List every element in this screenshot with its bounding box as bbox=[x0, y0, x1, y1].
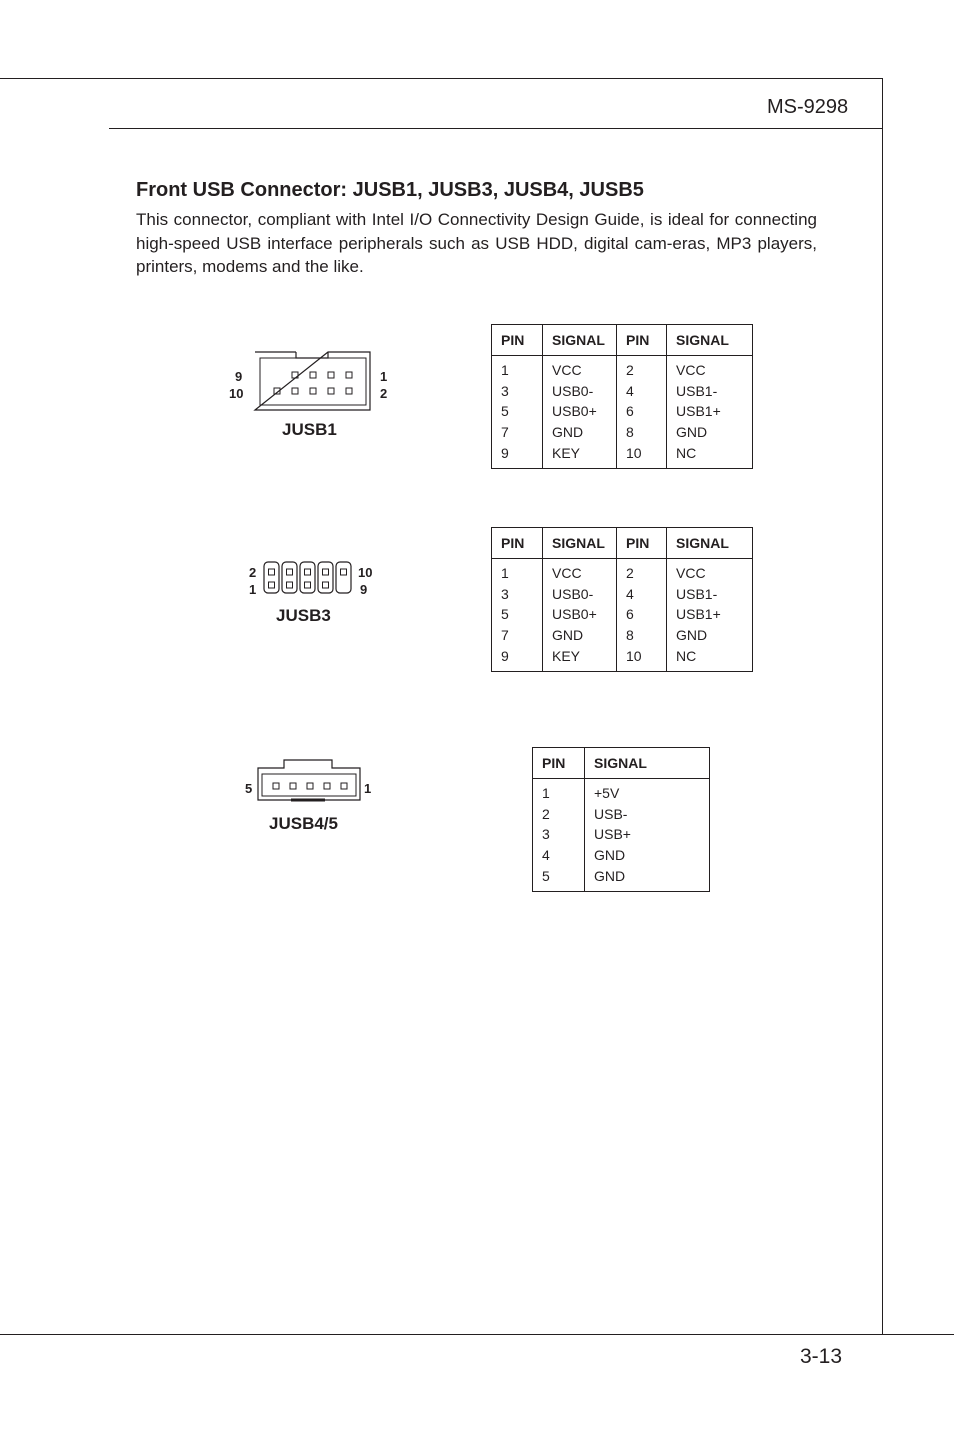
cell: 1 bbox=[501, 362, 509, 378]
cell: 3 bbox=[542, 826, 550, 843]
cell: 2 bbox=[626, 565, 634, 581]
pin-column bbox=[492, 356, 543, 469]
jusb3-pin-label-9: 9 bbox=[360, 582, 368, 597]
section-title: Front USB Connector: JUSB1, JUSB3, JUSB4, JUSB5 bbox=[136, 179, 644, 201]
cell: KEY bbox=[552, 647, 581, 664]
cell: 7 bbox=[501, 627, 509, 644]
cell: +5V bbox=[594, 785, 620, 801]
cell: 5 bbox=[501, 606, 509, 623]
signal-column bbox=[543, 559, 617, 672]
table-row bbox=[492, 559, 753, 672]
model-number: MS-9298 bbox=[767, 96, 849, 118]
cell: USB+ bbox=[594, 826, 631, 843]
pin-column bbox=[617, 559, 667, 672]
pin-column bbox=[492, 559, 543, 672]
jusb3-diagram bbox=[240, 560, 390, 630]
cell: USB- bbox=[594, 805, 628, 822]
section-description: This connector, compliant with Intel I/O Connectivity Design Guide, is ideal for connecting high-speed USB interface peripherals such as USB HDD, digital cam-eras, MP3 players, printers, modems and the like. bbox=[136, 210, 817, 276]
column-header: PIN bbox=[617, 528, 667, 559]
jusb3-pin-label-2: 2 bbox=[249, 565, 257, 580]
jusb45-diagram bbox=[240, 756, 390, 836]
jusb1-pinout-table bbox=[491, 324, 753, 469]
cell: USB0+ bbox=[552, 606, 597, 623]
cell: VCC bbox=[676, 565, 706, 581]
cell: GND bbox=[676, 627, 708, 644]
cell: 9 bbox=[501, 647, 509, 664]
cell: NC bbox=[676, 647, 697, 664]
jusb45-pin-label-1: 1 bbox=[364, 781, 372, 796]
jusb1-diagram bbox=[226, 350, 396, 440]
cell: VCC bbox=[676, 362, 706, 378]
cell: 1 bbox=[501, 565, 509, 581]
jusb1-pin-label-9: 9 bbox=[235, 369, 243, 384]
jusb1-connector-shape bbox=[253, 350, 373, 412]
jusb1-pin-label-10: 10 bbox=[229, 386, 244, 401]
pin-column bbox=[617, 356, 667, 469]
cell: KEY bbox=[552, 444, 581, 461]
jusb45-pin-label-5: 5 bbox=[245, 781, 253, 796]
cell: 4 bbox=[542, 847, 550, 864]
cell: GND bbox=[676, 424, 708, 441]
pin-column bbox=[533, 779, 585, 892]
jusb3-pinout-table bbox=[491, 527, 753, 672]
column-header: PIN bbox=[617, 325, 667, 356]
cell: USB0- bbox=[552, 585, 594, 602]
table-header-row bbox=[492, 528, 753, 559]
column-header: SIGNAL bbox=[667, 325, 753, 356]
column-header: PIN bbox=[492, 528, 543, 559]
cell: USB1- bbox=[676, 382, 718, 399]
cell: 6 bbox=[626, 403, 634, 420]
signal-column bbox=[667, 356, 753, 469]
cell: USB1- bbox=[676, 585, 718, 602]
table-header-row bbox=[533, 748, 710, 779]
footer-rule bbox=[0, 1334, 954, 1335]
cell: USB1+ bbox=[676, 403, 721, 420]
jusb3-pin-label-1: 1 bbox=[249, 582, 257, 597]
cell: GND bbox=[594, 867, 626, 884]
signal-column bbox=[667, 559, 753, 672]
column-header: SIGNAL bbox=[543, 528, 617, 559]
column-header: SIGNAL bbox=[667, 528, 753, 559]
jusb45-label: JUSB4/5 bbox=[269, 814, 338, 833]
cell: GND bbox=[552, 424, 584, 441]
cell: 7 bbox=[501, 424, 509, 441]
cell: 4 bbox=[626, 382, 634, 399]
page-number: 3-13 bbox=[800, 1345, 843, 1368]
jusb1-label: JUSB1 bbox=[282, 420, 337, 439]
cell: 10 bbox=[626, 647, 642, 664]
header-rule-bottom bbox=[109, 128, 883, 129]
header-rule-top bbox=[0, 78, 883, 79]
cell: 5 bbox=[501, 403, 509, 420]
cell: 8 bbox=[626, 424, 634, 441]
column-header: PIN bbox=[492, 325, 543, 356]
jusb45-connector-shape bbox=[257, 758, 361, 804]
cell: USB0- bbox=[552, 382, 594, 399]
signal-column bbox=[585, 779, 710, 892]
jusb1-pin-label-2: 2 bbox=[380, 386, 388, 401]
table-header-row bbox=[492, 325, 753, 356]
cell: 9 bbox=[501, 444, 509, 461]
column-header: SIGNAL bbox=[585, 748, 710, 779]
cell: 3 bbox=[501, 382, 509, 399]
right-margin-rule bbox=[882, 78, 883, 1335]
jusb3-pin-label-10: 10 bbox=[358, 565, 373, 580]
jusb1-pin-label-1: 1 bbox=[380, 369, 388, 384]
cell: 4 bbox=[626, 585, 634, 602]
cell: NC bbox=[676, 444, 697, 461]
cell: VCC bbox=[552, 565, 582, 581]
cell: 10 bbox=[626, 444, 642, 461]
jusb3-connector-shape bbox=[263, 561, 356, 595]
cell: GND bbox=[594, 847, 626, 864]
cell: 8 bbox=[626, 627, 634, 644]
cell: 3 bbox=[501, 585, 509, 602]
table-row bbox=[533, 779, 710, 892]
cell: USB1+ bbox=[676, 606, 721, 623]
jusb45-pinout-table bbox=[532, 747, 710, 892]
table-row bbox=[492, 356, 753, 469]
signal-column bbox=[543, 356, 617, 469]
cell: 2 bbox=[626, 362, 634, 378]
cell: USB0+ bbox=[552, 403, 597, 420]
cell: 1 bbox=[542, 785, 550, 801]
jusb3-label: JUSB3 bbox=[276, 606, 331, 625]
cell: GND bbox=[552, 627, 584, 644]
column-header: PIN bbox=[533, 748, 585, 779]
cell: 6 bbox=[626, 606, 634, 623]
column-header: SIGNAL bbox=[543, 325, 617, 356]
cell: 5 bbox=[542, 867, 550, 884]
cell: VCC bbox=[552, 362, 582, 378]
cell: 2 bbox=[542, 805, 550, 822]
